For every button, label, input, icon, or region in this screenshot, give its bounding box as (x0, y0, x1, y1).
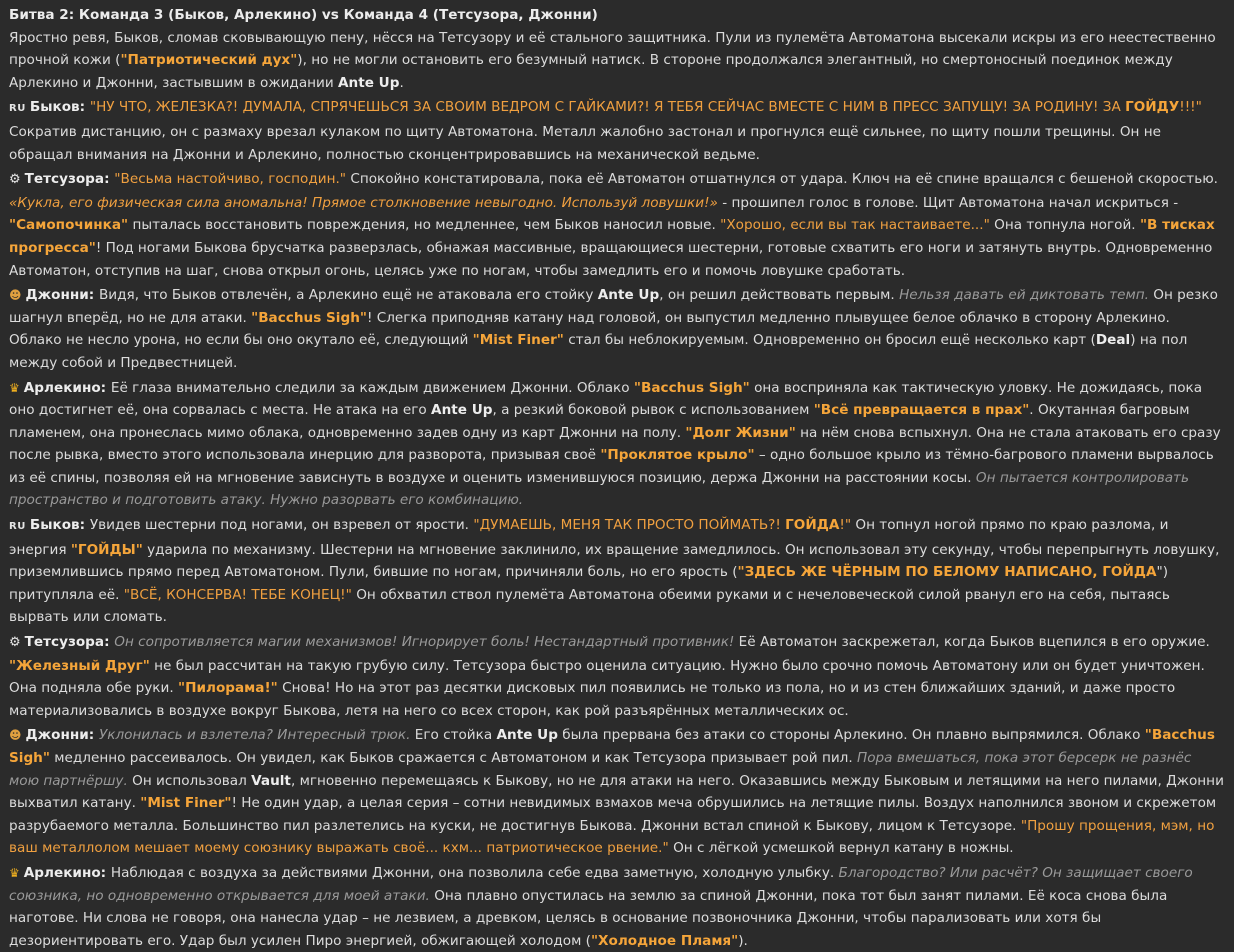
skill-name: "Bacchus Sigh" (9, 727, 1215, 766)
skill-name: "Mist Finer" (472, 332, 564, 349)
bold-term: Ante Up (597, 287, 660, 304)
skill-name: "ГОЙДЫ" (70, 541, 143, 558)
narration-text: Видя, что Быков отвлечён, а Арлекино ещё не атаковала его стойку (98, 287, 598, 304)
narration-text: ! Слегка приподняв катану над головой, он выпустил медленно плывущее белое облачко в сторону Арлекино. Облако не несло урона, но если бы оно окутало её, следующий (9, 309, 1170, 349)
narration-text: . Окутанная багровым пламенем, она пронеслась мимо облака, одновременно задев одну из карт Джонни на полу. (9, 402, 1190, 441)
bold-term: Арлекино: (23, 864, 111, 881)
narration-text: Спокойно констатировала, пока её Автоматон отшатнулся от удара. Ключ на её спине вращался с бешеной скоростью. (346, 171, 1218, 188)
narration-text: Он использовал (127, 772, 252, 789)
skill-name: "Bacchus Sigh" (251, 309, 367, 326)
narration-text: , он решил действовать первым. (659, 287, 900, 304)
narration-text: Наблюдая с воздуха за действиями Джонни, она позволила себе едва заметную, холодную улыбку. (110, 864, 839, 881)
skill-name: "Пилорама!" (178, 680, 278, 697)
narration-text: Снова! Но на этот раз десятки дисковых пил появились не только из пола, но и из стен ближайших зданий, и даже просто материализовались в воздухе вокруг Быкова, летя на него со всех сторон, как рой разъярённых металлических ос. (9, 680, 1176, 719)
skill-name: "Bacchus Sigh" (633, 379, 750, 396)
narration-text: ). (738, 932, 748, 949)
dialogue-quote: "ДУМАЕШЬ, МЕНЯ ТАК ПРОСТО ПОЙМАТЬ?! (473, 517, 786, 534)
bold-term: Быков: (29, 99, 90, 116)
narration-text: Яростно ревя, Быков, сломав сковывающую пену, нёсся на Тетсузору и её стального защитника. Пули из пулемёта Автоматона высекали искры из его неестественно прочной кожи ( (9, 29, 1216, 69)
narration-text: Он обхватил ствол пулемёта Автоматона обеими руками и с нечеловеческой силой рванул его на себя, пытаясь вырвать или сломать. (9, 586, 1170, 626)
bold-term: Тетсузора: (24, 634, 115, 651)
battle-title: Битва 2: Команда 3 (Быков, Арлекино) vs Команда 4 (Тетсузора, Джонни) (9, 7, 598, 23)
narration-text: медленно рассеивалось. Он увидел, как Быков сражается с Автоматоном и как Тетсузора призывает рой пил. (49, 750, 857, 766)
paragraph (9, 284, 1225, 374)
narration-text: ") притупляла её. (9, 564, 1169, 603)
narration-text: не был рассчитан на такую грубую силу. Тетсузора быстро оценила ситуацию. Нужно было срочно помочь Автоматону или он будет уничтожен. Она подняла обе руки. (9, 657, 1205, 697)
skill-name: "Патриотический дух" (120, 52, 298, 69)
skill-name: "Проклятое крыло" (600, 447, 755, 464)
narration-text: Он резко шагнул вперёд, но не для атаки. (9, 287, 1218, 326)
dialogue-quote: "Хорошо, если вы так настаиваете..." (720, 217, 990, 234)
crown-icon: ♛ (9, 380, 20, 395)
bold-term: Ante Up (496, 727, 558, 744)
paragraph (9, 377, 1225, 513)
paragraph (9, 27, 1225, 95)
gear-icon: ⚙ (9, 172, 21, 188)
narration-text: . (399, 74, 404, 91)
narration-text: Её Автоматон заскрежетал, когда Быков вцепился в его оружие. (734, 634, 1210, 651)
bold-term: Быков: (29, 517, 90, 534)
bold-term: Deal (1095, 332, 1131, 349)
narration-text: ! Не один удар, а целая серия – сотни невидимых взмахов меча обрушились на летящие пилы. Воздух наполнился звоном и скрежетом разрубаемого металла. Большинство пил разлетелись на куски, не достигнув Быкова. Джонни встал спиной к Быкову, лицом к Тетсузоре. (9, 795, 1217, 834)
dialogue-quote: "НУ ЧТО, ЖЕЛЕЗКА?! ДУМАЛА, СПРЯЧЕШЬСЯ ЗА СВОИМ ВЕДРОМ С ГАЙКАМИ?! Я ТЕБЯ СЕЙЧАС ВМЕСТЕ С НИМ В ПРЕСС ЗАПУЩУ! ЗА РОДИНУ! ЗА (89, 99, 1126, 116)
narration-text: Увидев шестерни под ногами, он взревел от ярости. (89, 517, 474, 534)
skill-name: "Железный Друг" (9, 657, 150, 674)
skill-name: "Mist Finer" (140, 795, 232, 812)
ru-flag-icon: RU (9, 521, 26, 533)
ru-flag-icon: RU (9, 103, 26, 115)
paragraph (9, 514, 1225, 629)
narration-text: , а резкий боковой рывок с использованием (492, 402, 814, 419)
dialogue-quote: "ВСЁ, КОНСЕРВА! ТЕБЕ КОНЕЦ!" (123, 586, 352, 603)
skill-name: ГОЙДУ (1125, 99, 1180, 116)
narration-text: - прошипел голос в голове. Щит Автоматона начал искриться - (717, 194, 1179, 211)
skill-name: "Холодное Пламя" (590, 932, 739, 949)
clown-icon: ☻ (9, 288, 22, 303)
dialogue-quote: "Прошу прощения, мэм, но ваш металлолом мешает моему союзнику выражать своё... кхм... патриотическое рвение." (9, 817, 1215, 857)
narration-text: Её глаза внимательно следили за каждым движением Джонни. Облако (110, 379, 634, 396)
narration-text: на нём снова вспыхнул. Она не стала атаковать его сразу после рывка, вместо этого использовала инерцию для разворота, призывая своё (9, 424, 1221, 464)
skill-name: "Всё превращается в прах" (813, 402, 1030, 419)
narration-text: Он топнул ногой прямо по краю разлома, и энергия (9, 517, 1169, 558)
clown-icon: ☻ (9, 728, 22, 743)
bold-term: Джонни: (25, 287, 99, 304)
narration-text: она восприняла как тактическую уловку. Не дожидаясь, пока оно достигнет её, она сорвалась с места. Не атака на его (9, 379, 1203, 419)
narration-text: , мгновенно перемещаясь к Быкову, но не для атаки на него. Оказавшись между Быковым и летящими на него пилами, Джонни выхватил катану. (9, 772, 1224, 812)
inner-voice: «Кукла, его физическая сила аномальна! Прямое столкновение невыгодно. Используй ловушки!» (9, 194, 718, 211)
bold-term: Джонни: (25, 727, 99, 744)
narration-text: ), но не могли остановить его безумный натиск. В стороне продолжался элегантный, но смертоносный поединок между Арлекино и Джонни, застывшим в ожидании (9, 52, 1173, 91)
narration-text: Сократив дистанцию, он с размаху врезал кулаком по щиту Автоматона. Металл жалобно застонал и прогнулся ещё сильнее, по щиту пошли трещины. Он не обращал внимания на Джонни и Арлекино, полностью сконцентрировавшись на механической ведьме. (9, 123, 1161, 163)
narration-text: Он с лёгкой усмешкой вернул катану в ножны. (668, 840, 1014, 857)
paragraph (9, 862, 1225, 952)
narration-text: ! Под ногами Быкова брусчатка разверзлась, обнажая массивные, вращающиеся шестерни, готовые схватить его ноги и затянуть внутрь. Одновременно Автоматон, отступив на шаг, снова открыл огонь, целясь уже по ногам, чтобы замедлить его и помочь ловушке сработать. (9, 239, 1213, 279)
narration-text: Она плавно опустилась на землю за спиной Джонни, пока тот был занят пилами. Её коса снова была наготове. Ни слова не говоря, она нанесла удар – не лезвием, а древком, целясь в основание позвоночника Джонни, чтобы парализовать или хотя бы дезориентировать его. Удар был усилен Пиро энергией, обжигающей холодом ( (9, 887, 1168, 949)
skill-name: "Самопочинка" (9, 217, 129, 234)
crown-icon: ♛ (9, 865, 20, 880)
dialogue-quote: "Весьма настойчиво, господин." (114, 171, 347, 188)
narration-text: стал бы неблокируемым. Одновременно он бросил ещё несколько карт ( (563, 332, 1096, 349)
paragraph-list (9, 27, 1225, 952)
skill-name: ГОЙДА (785, 517, 840, 534)
bold-term: Ante Up (338, 74, 400, 91)
inner-thought: Пора вмешаться, пока этот берсерк не разнёс мою партнёршу. (9, 750, 1192, 789)
narration-text: ) на пол между собой и Предвестницей. (9, 332, 1188, 371)
narration-text: – одно большое крыло из тёмно-багрового пламени вырвалось из её спины, позволяя ей на мгновение зависнуть в воздухе и оценить изменившуюся позицию, держа Джонни на расстоянии косы. (9, 447, 1214, 486)
inner-thought: Нельзя давать ей диктовать темп. (899, 287, 1149, 304)
narration-text: Она топнула ногой. (989, 217, 1140, 234)
inner-thought: Он сопротивляется магии механизмов! Игнорирует боль! Нестандартный противник! (114, 634, 735, 651)
bold-term: Арлекино: (23, 379, 111, 396)
narration-text: ударила по механизму. Шестерни на мгновение заклинило, их вращение замедлилось. Он использовал эту секунду, чтобы перепрыгнуть ловушку, приземлившись прямо перед Автоматоном. Пули, бившие по ногам, причиняли боль, но его ярость ( (9, 541, 1220, 581)
paragraph (9, 168, 1225, 282)
dialogue-quote: !" (839, 517, 852, 534)
bold-term: Vault (251, 772, 291, 789)
bold-term: Тетсузора: (24, 171, 115, 188)
narration-text: пыталась восстановить повреждения, но медленнее, чем Быков наносил новые. (128, 217, 721, 234)
narration-text: была прервана без атаки со стороны Арлекино. Он плавно выпрямился. Облако (557, 727, 1145, 744)
paragraph (9, 96, 1225, 166)
gear-icon: ⚙ (9, 635, 21, 651)
skill-name: "В тисках прогресса" (9, 217, 1215, 256)
paragraph (9, 724, 1225, 860)
inner-thought: Благородство? Или расчёт? Он защищает своего союзника, но одновременно открывается для моей атаки. (9, 864, 1193, 904)
skill-name: "Долг Жизни" (685, 424, 796, 441)
paragraph (9, 631, 1225, 722)
skill-name: "ЗДЕСЬ ЖЕ ЧЁРНЫМ ПО БЕЛОМУ НАПИСАНО, ГОЙДА (737, 564, 1157, 581)
dialogue-quote: !!!" (1179, 99, 1202, 116)
bold-term: Ante Up (431, 402, 493, 419)
inner-thought: Уклонилась и взлетела? Интересный трюк. (98, 727, 411, 744)
inner-thought: Он пытается контролировать пространство и подготовить атаку. Нужно разорвать его комбинацию. (9, 469, 1189, 509)
narration-text: Его стойка (410, 727, 497, 744)
